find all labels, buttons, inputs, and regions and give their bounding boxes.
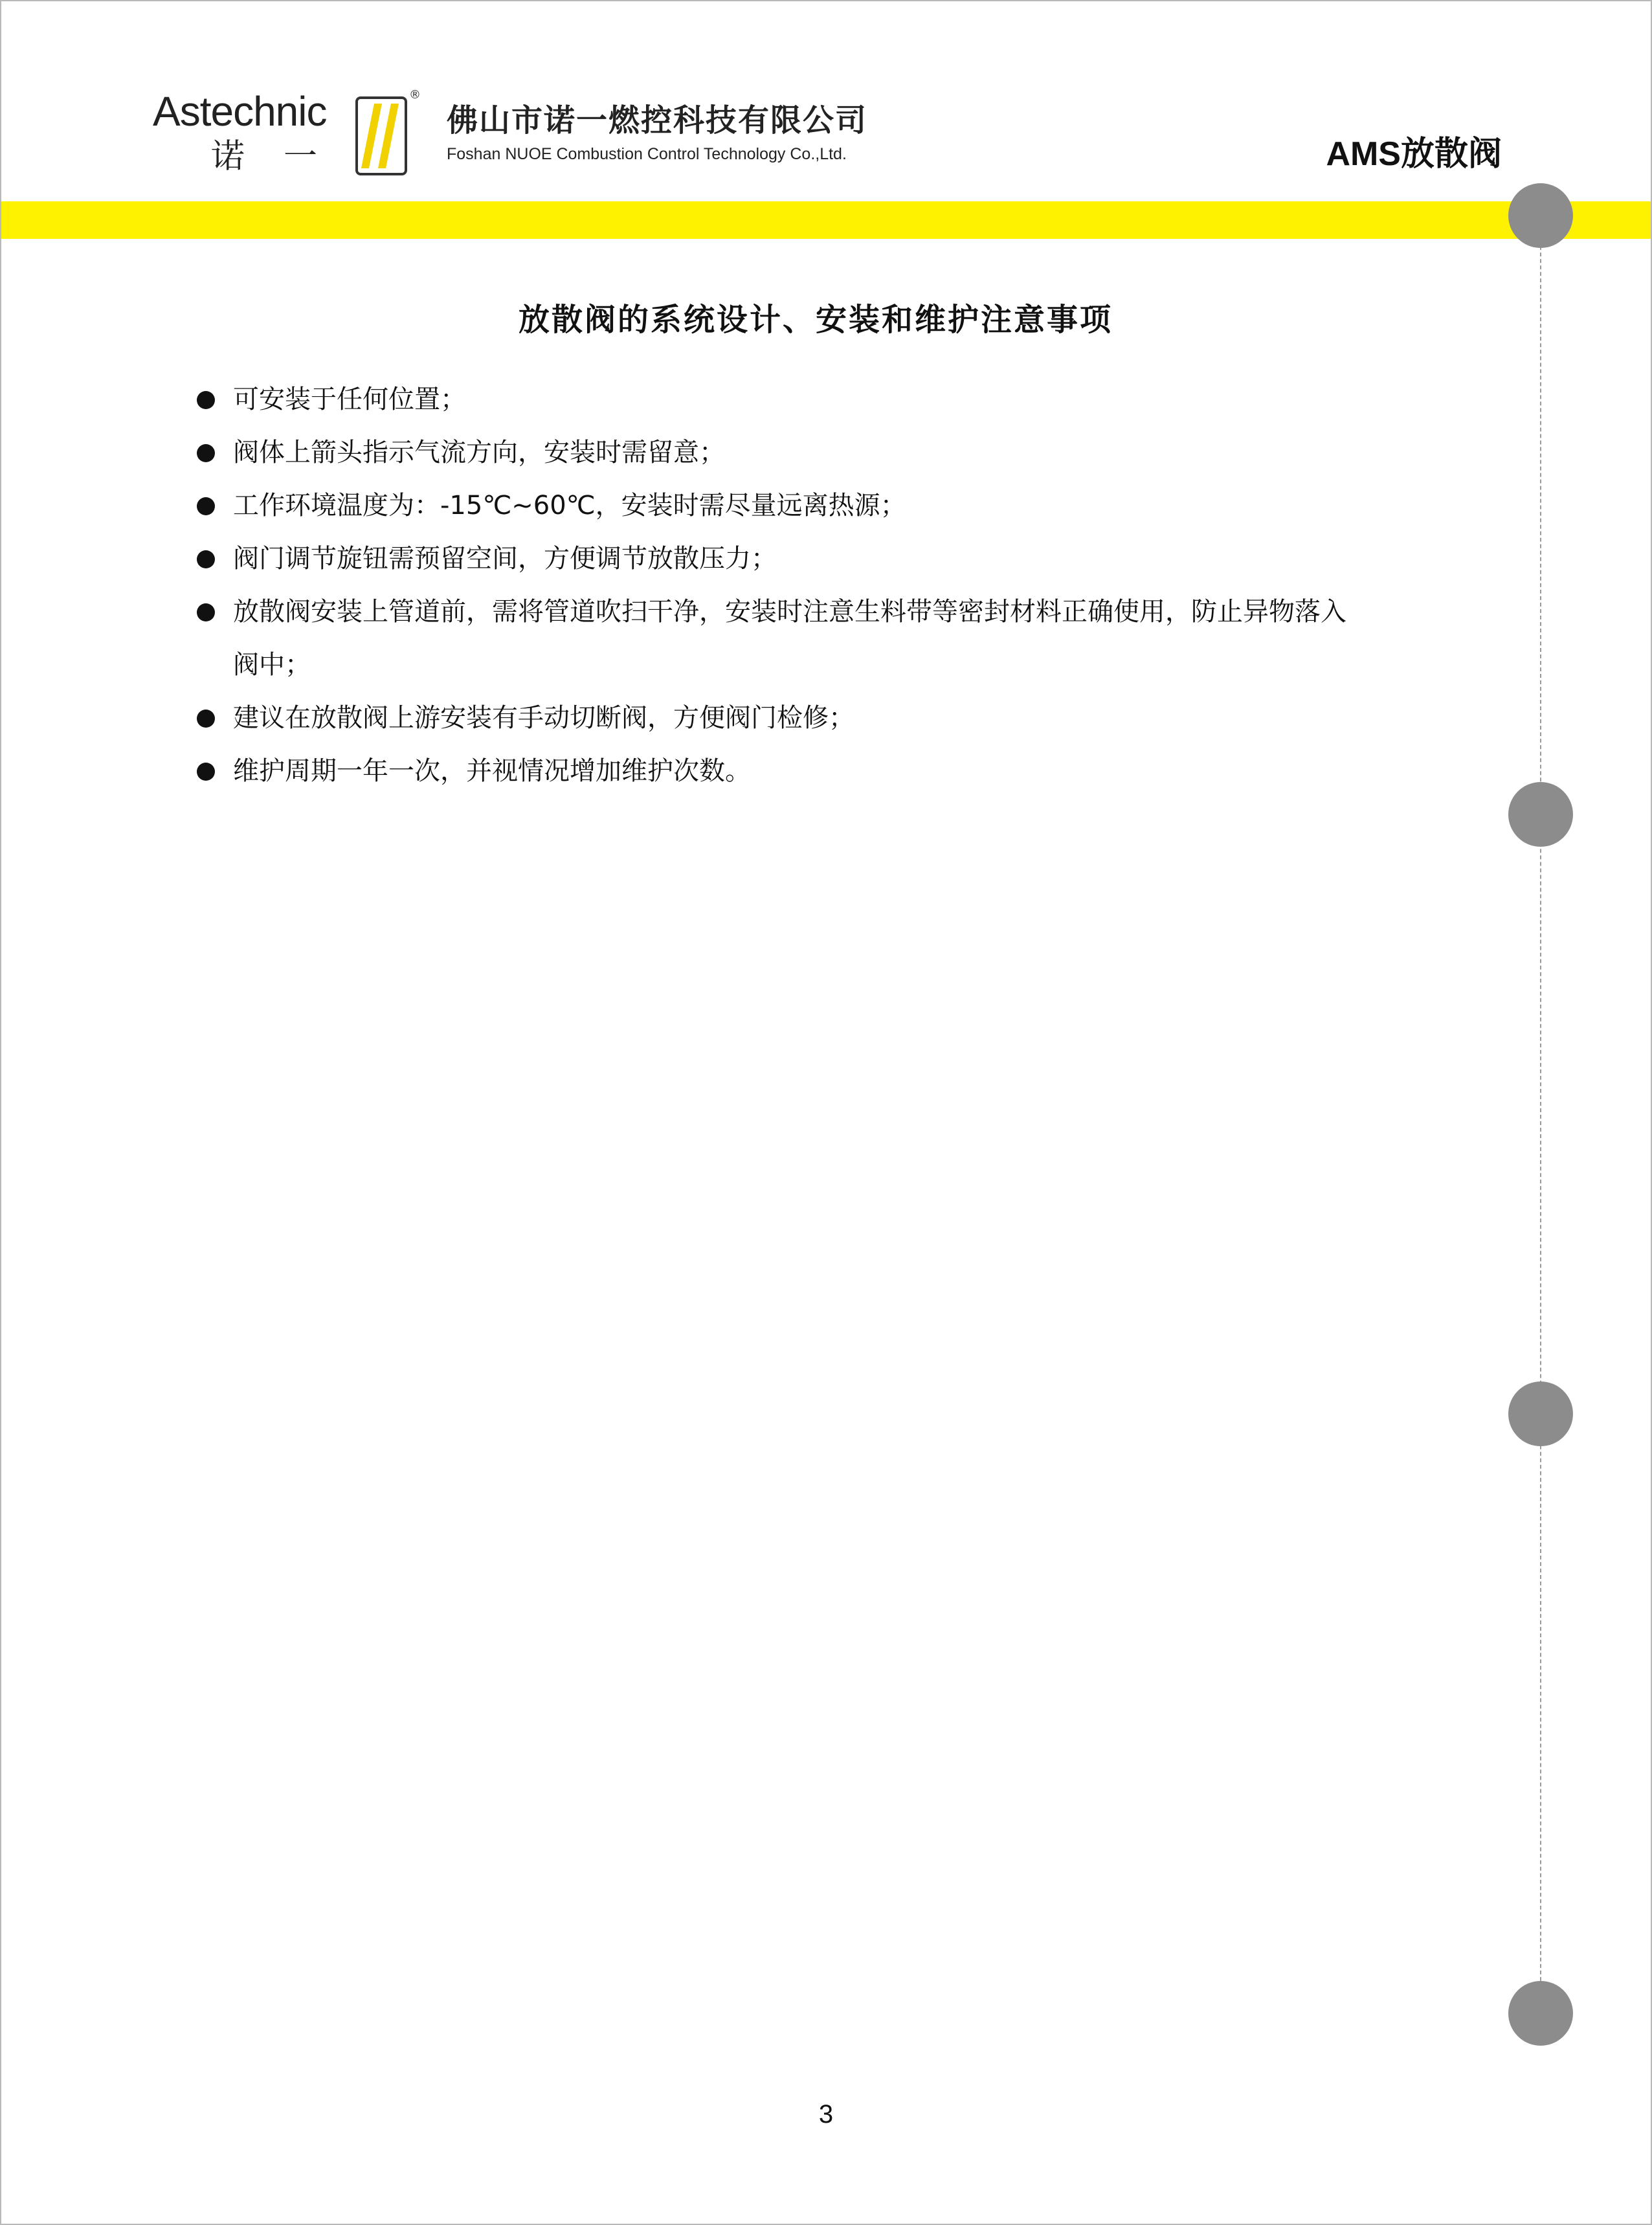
bullet-icon [197, 550, 215, 568]
company-logo [153, 88, 425, 179]
list-item-text: 维护周期一年一次，并视情况增加维护次数。 [233, 756, 751, 786]
bullet-icon [197, 444, 215, 462]
bullet-icon [197, 763, 215, 781]
list-item [194, 479, 1359, 532]
binder-hole [1508, 782, 1573, 847]
logo-english-text: Astechnic [153, 88, 327, 135]
registered-mark: ® [409, 88, 421, 102]
logo-slash-icon [355, 96, 408, 176]
header-yellow-band [1, 201, 1651, 239]
notes-list [194, 373, 1359, 798]
list-item-text: 建议在放散阀上游安装有手动切断阀，方便阀门检修； [233, 703, 854, 733]
company-name-chinese: 佛山市诺一燃控科技有限公司 [447, 102, 868, 139]
list-item [194, 373, 1359, 426]
binder-hole [1508, 1981, 1573, 2046]
list-item-text: 工作环境温度为：-15℃~60℃，安装时需尽量远离热源； [233, 491, 906, 520]
bullet-icon [197, 497, 215, 515]
logo-chinese-text: 诺一 [211, 137, 357, 176]
company-name-block [447, 101, 867, 164]
list-item [194, 426, 1359, 479]
list-item [194, 532, 1359, 585]
bullet-icon [197, 391, 215, 409]
list-item [194, 744, 1359, 798]
binder-dashed-line [1540, 214, 1541, 2013]
page-number: 3 [818, 2100, 834, 2129]
list-item-text: 阀体上箭头指示气流方向，安装时需留意； [233, 438, 725, 467]
binder-hole [1508, 183, 1573, 248]
binder-hole [1508, 1381, 1573, 1446]
bullet-icon [197, 710, 215, 728]
list-item [194, 691, 1359, 744]
product-tag: AMS放散阀 [1326, 135, 1502, 173]
list-item-text: 放散阀安装上管道前，需将管道吹扫干净，安装时注意生料带等密封材料正确使用，防止异物落入阀中； [233, 597, 1346, 680]
list-item-text: 可安装于任何位置； [233, 385, 466, 414]
list-item [194, 585, 1346, 691]
bullet-icon [197, 603, 215, 621]
company-name-english: Foshan NUOE Combustion Control Technology Co.,Ltd. [447, 145, 847, 163]
list-item-text: 阀门调节旋钮需预留空间，方便调节放散压力； [233, 544, 777, 574]
section-title: 放散阀的系统设计、安装和维护注意事项 [518, 302, 1113, 338]
